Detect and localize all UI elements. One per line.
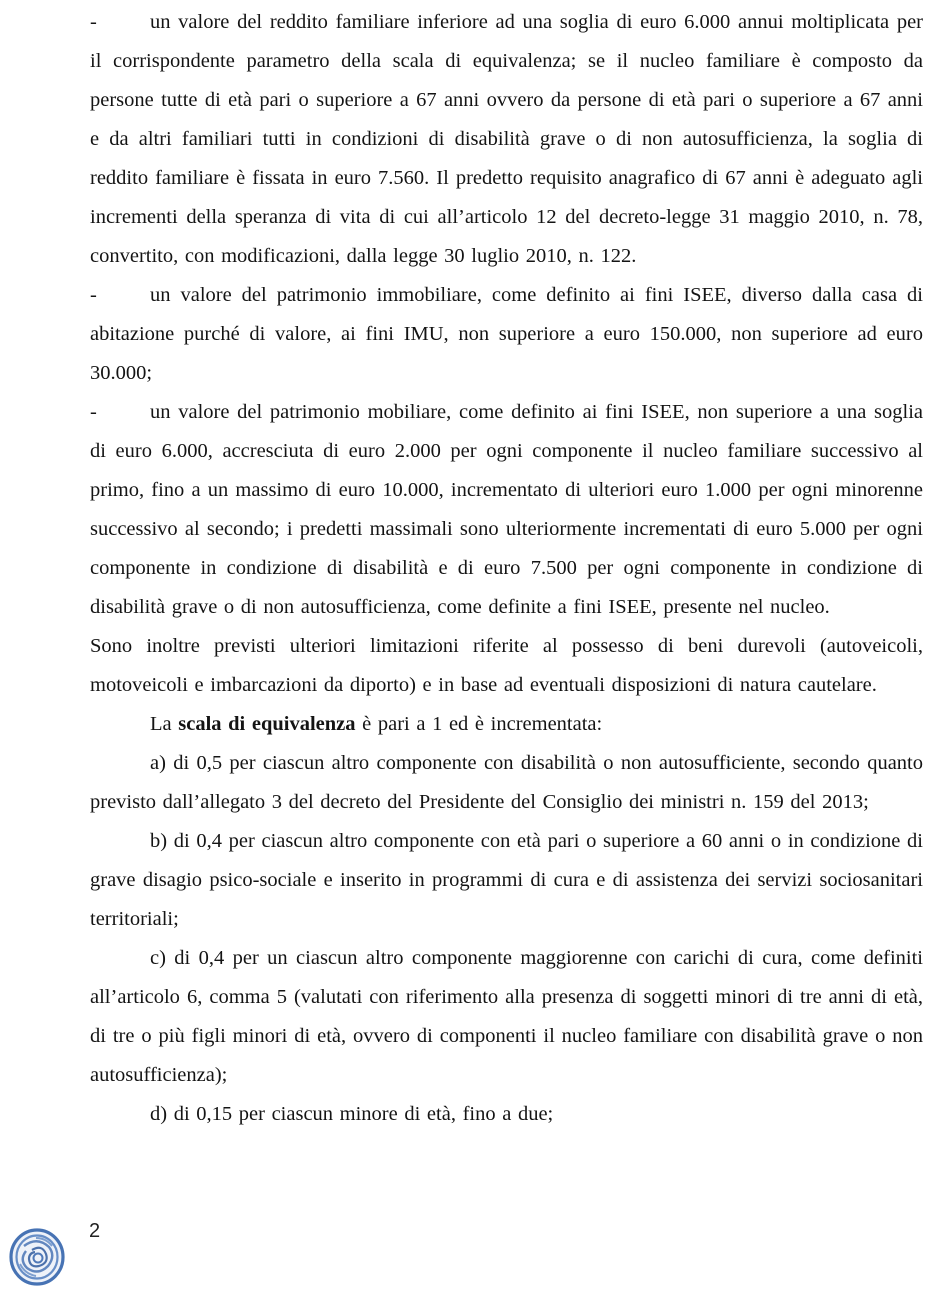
paragraph-text: un valore del patrimonio immobiliare, come definito ai fini ISEE, diverso dalla casa di abitazione purché di valore, ai fini IMU, non superiore a euro 150.000, non superiore ad euro 30.000; <box>90 284 923 384</box>
paragraph-item-d: d) di 0,15 per ciascun minore di età, fino a due; <box>150 1103 554 1125</box>
paragraph-beni-durevoli: Sono inoltre previsti ulteriori limitazioni riferite al possesso di beni durevoli (autoveicoli, motoveicoli e imbarcazioni da diporto) e in base ad eventuali disposizioni di natura cautelare. <box>90 635 923 696</box>
paragraph-item-c: c) di 0,4 per un ciascun altro componente maggiorenne con carichi di cura, come definiti all’articolo 6, comma 5 (valutati con riferimento alla presenza di soggetti minori di tre anni di età, di tre o più figli minori di età, ovvero di componenti il nucleo familiare con disabilità grave o non autosufficienza); <box>90 947 923 1086</box>
paragraph-text-suffix: è pari a 1 ed è incrementata: <box>355 713 603 735</box>
paragraph-text: un valore del patrimonio mobiliare, come definito ai fini ISEE, non superiore a una soglia di euro 6.000, accresciuta di euro 2.000 per ogni componente il nucleo familiare successivo al primo, fino a un massimo di euro 10.000, incrementato di ulteriori euro 1.000 per ogni minorenne successivo al secondo; i predetti massimali sono ulteriormente incrementati di euro 5.000 per ogni componente in condizione di disabilità e di euro 7.500 per ogni componente in condizione di disabilità grave o di non autosufficienza, come definite a fini ISEE, presente nel nucleo. <box>90 401 923 618</box>
paragraph-patrimonio-immobiliare <box>90 276 923 393</box>
paragraph-patrimonio-mobiliare <box>90 393 923 627</box>
bullet-dash: - <box>90 11 97 33</box>
paragraph-scala-di-equivalenza <box>90 705 923 744</box>
document-body <box>90 3 923 1134</box>
scala-di-equivalenza-bold-term: scala di equivalenza <box>178 713 356 735</box>
paragraph-item-a: a) di 0,5 per ciascun altro componente con disabilità o non autosufficiente, secondo quanto previsto dall’allegato 3 del decreto del Presidente del Consiglio dei ministri n. 159 del 2013; <box>90 752 923 813</box>
paragraph-reddito-familiare <box>90 3 923 276</box>
paragraph-text: un valore del reddito familiare inferiore ad una soglia di euro 6.000 annui moltiplicata per il corrispondente parametro della scala di equivalenza; se il nucleo familiare è composto da persone tutte di età pari o superiore a 67 anni ovvero da persone di età pari o superiore a 67 anni e da altri familiari tutti in condizioni di disabilità grave o di non autosufficienza, la soglia di reddito familiare è fissata in euro 7.560. Il predetto requisito anagrafico di 67 anni è adeguato agli incrementi della speranza di vita di cui all’articolo 12 del decreto-legge 31 maggio 2010, n. 78, convertito, con modificazioni, dalla legge 30 luglio 2010, n. 122. <box>90 11 923 267</box>
paragraph-item-b: b) di 0,4 per ciascun altro componente con età pari o superiore a 60 anni o in condizione di grave disagio psico-sociale e inserito in programmi di cura e di assistenza dei servizi sociosanitari territoriali; <box>90 830 923 930</box>
paragraph-text-prefix: La <box>150 713 179 735</box>
page-number: 2 <box>89 1220 101 1242</box>
bullet-dash: - <box>90 401 97 423</box>
page-footer <box>0 1218 927 1297</box>
bullet-dash: - <box>90 284 97 306</box>
blue-round-seal-icon <box>8 1226 66 1288</box>
